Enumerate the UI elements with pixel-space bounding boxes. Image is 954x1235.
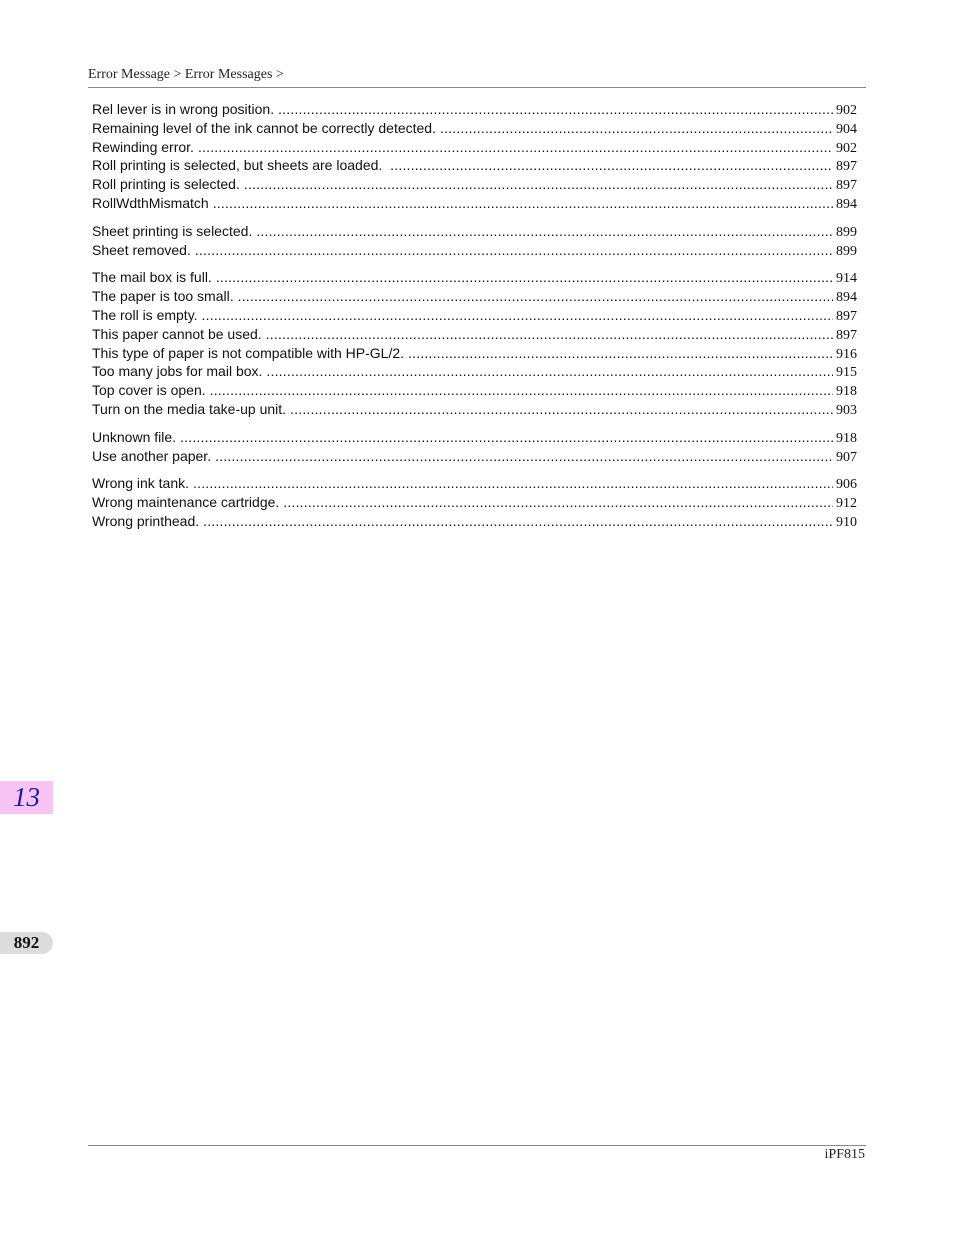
index-entry[interactable] [92, 400, 857, 419]
index-entry-page[interactable]: 902 [836, 103, 857, 118]
index-entry[interactable] [92, 306, 857, 325]
index-entry[interactable] [92, 241, 857, 260]
index-entry-term: Rewinding error. [92, 138, 194, 155]
index-entry-page[interactable]: 914 [836, 271, 857, 287]
dot-leader [390, 156, 833, 175]
index-entry-term: Roll printing is selected, but sheets are loaded. [92, 157, 387, 174]
index-group-t [92, 268, 857, 418]
index-entry-term: Wrong printhead. [92, 512, 200, 529]
index-entry-term: Wrong ink tank. [92, 475, 190, 492]
index-entry-term: Rel lever is in wrong position. [92, 101, 275, 117]
index-entry-term: The mail box is full. [92, 269, 212, 286]
dot-leader [290, 400, 833, 419]
index-entry[interactable] [92, 381, 857, 400]
index-entry-term: RollWdthMismatch [92, 194, 209, 211]
index-entry-term: Unknown file. [92, 428, 177, 445]
index-entry[interactable] [92, 175, 857, 194]
dot-leader [266, 325, 833, 344]
index-entry-page[interactable]: 915 [836, 365, 857, 381]
index-entry[interactable] [92, 344, 857, 363]
index-entry-page[interactable]: 907 [836, 449, 857, 465]
index-entry-term: Wrong maintenance cartridge. [92, 494, 280, 511]
index-entry-page[interactable]: 906 [836, 477, 857, 493]
index-entry-term: Too many jobs for mail box. [92, 363, 263, 380]
index-entry-term: Sheet removed. [92, 241, 191, 258]
header-divider [88, 87, 866, 88]
index-entry[interactable] [92, 119, 857, 138]
index-entry-term: Use another paper. [92, 447, 212, 464]
dot-leader [216, 268, 833, 287]
dot-leader [244, 175, 833, 194]
dot-leader [215, 447, 833, 466]
dot-leader [198, 138, 833, 157]
index-entry-page[interactable]: 897 [836, 327, 857, 343]
index-entry-term: Top cover is open. [92, 382, 206, 399]
chapter-tab[interactable] [0, 781, 53, 814]
index-entry[interactable] [92, 287, 857, 306]
index-entry-term: The roll is empty. [92, 306, 198, 323]
index-entry[interactable] [92, 428, 857, 447]
page-number: 892 [13, 933, 40, 952]
index-entry[interactable] [92, 493, 857, 512]
index-group-r [92, 100, 857, 213]
index-entry-page[interactable]: 912 [836, 496, 857, 512]
footer-divider [88, 1145, 866, 1146]
dot-leader [180, 428, 833, 447]
dot-leader [195, 241, 833, 260]
index-entry-page[interactable]: 894 [836, 290, 857, 306]
index-entry-term: Remaining level of the ink cannot be correctly detected. [92, 119, 436, 136]
index-entry-term: This paper cannot be used. [92, 325, 262, 342]
dot-leader [440, 119, 833, 138]
index-entry-page[interactable]: 903 [836, 402, 857, 418]
index-entry[interactable] [92, 447, 857, 466]
index-entry[interactable] [92, 138, 857, 157]
index-entry-page[interactable]: 899 [836, 224, 857, 240]
index-entry-page[interactable]: 918 [836, 384, 857, 400]
index-entry[interactable] [92, 325, 857, 344]
index-entry-page[interactable]: 897 [836, 159, 857, 175]
index-entry[interactable] [92, 100, 857, 119]
index-entry[interactable] [92, 194, 857, 213]
dot-leader [256, 222, 833, 241]
index-entry-page[interactable]: 904 [836, 121, 857, 137]
index-entry-term: Turn on the media take-up unit. [92, 400, 287, 417]
index-entry[interactable] [92, 474, 857, 493]
page-number-tab [0, 932, 53, 954]
dot-leader [213, 194, 833, 213]
index-entry-page[interactable]: 899 [836, 243, 857, 259]
dot-leader [202, 306, 833, 325]
index-group-s [92, 222, 857, 260]
index-entry-page[interactable]: 897 [836, 178, 857, 194]
dot-leader [210, 381, 833, 400]
dot-leader [193, 474, 833, 493]
index-entry-page[interactable]: 916 [836, 346, 857, 362]
dot-leader [283, 493, 833, 512]
dot-leader [238, 287, 833, 306]
index-entry[interactable] [92, 362, 857, 381]
error-message-index [92, 100, 857, 540]
chapter-number: 13 [13, 782, 40, 812]
index-entry[interactable] [92, 512, 857, 531]
dot-leader [278, 100, 833, 119]
index-entry-page[interactable]: 910 [836, 514, 857, 530]
dot-leader [408, 344, 833, 363]
index-entry-page[interactable]: 918 [836, 430, 857, 446]
index-entry-term: Roll printing is selected. [92, 176, 240, 193]
index-entry[interactable] [92, 222, 857, 241]
index-entry-term: This type of paper is not compatible with HP-GL/2. [92, 344, 405, 361]
index-entry-page[interactable]: 897 [836, 308, 857, 324]
dot-leader [266, 362, 833, 381]
footer-model-name: iPF815 [824, 1147, 865, 1162]
index-entry-page[interactable]: 894 [836, 196, 857, 212]
index-group-u [92, 428, 857, 466]
dot-leader [203, 512, 833, 531]
breadcrumb: Error Message > Error Messages > [88, 67, 284, 82]
index-entry[interactable] [92, 156, 857, 175]
index-group-w [92, 474, 857, 530]
index-entry-term: The paper is too small. [92, 288, 234, 305]
index-entry[interactable] [92, 268, 857, 287]
index-entry-page[interactable]: 902 [836, 140, 857, 156]
index-entry-term: Sheet printing is selected. [92, 222, 253, 239]
